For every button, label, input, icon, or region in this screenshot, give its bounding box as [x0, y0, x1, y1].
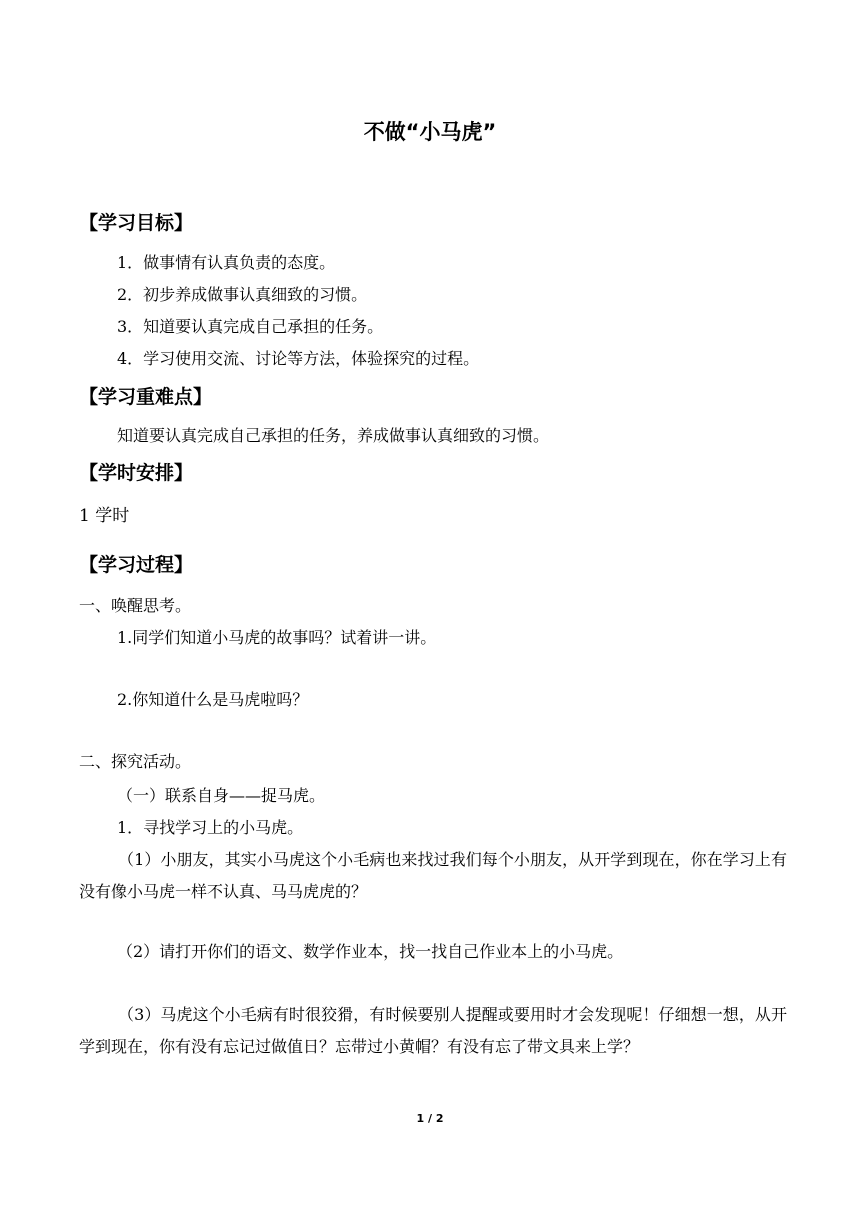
paragraph-1: （1）小朋友，其实小马虎这个小毛病也来找过我们每个小朋友，从开学到现在，你在学习上有没有像小马虎一样不认真、马马虎虎的？ — [79, 850, 787, 901]
goal-item-1: 1．做事情有认真负责的态度。 — [117, 253, 336, 272]
goal-item-3: 3．知道要认真完成自己承担的任务。 — [117, 317, 384, 336]
goal-item-2: 2．初步养成做事认真细致的习惯。 — [117, 285, 368, 304]
activity-item-1: 1．寻找学习上的小马虎。 — [117, 818, 304, 837]
paragraph-2: （2）请打开你们的语文、数学作业本，找一找自己作业本上的小马虎。 — [117, 942, 624, 961]
goal-item-4: 4．学习使用交流、讨论等方法，体验探究的过程。 — [117, 349, 480, 368]
paragraph-3: （3）马虎这个小毛病有时很狡猾，有时候要别人提醒或要用时才会发现呢！仔细想一想，从开学到现在，你有没有忘记过做值日？忘带过小黄帽？有没有忘了带文具来上学？ — [79, 1005, 787, 1056]
schedule-text: 1 学时 — [79, 506, 130, 526]
question-1: 1.同学们知道小马虎的故事吗？试着讲一讲。 — [117, 628, 437, 647]
heading-schedule: 【学时安排】 — [79, 462, 194, 484]
question-2: 2.你知道什么是马虎啦吗？ — [117, 690, 309, 709]
part1-heading: 一、唤醒思考。 — [79, 596, 192, 615]
heading-process: 【学习过程】 — [79, 554, 194, 576]
page-title: 不做“小马虎” — [363, 120, 497, 144]
page-number: 1 / 2 — [416, 1112, 444, 1125]
heading-key-points: 【学习重难点】 — [79, 386, 213, 408]
key-points-text: 知道要认真完成自己承担的任务，养成做事认真细致的习惯。 — [117, 426, 550, 445]
part2-heading: 二、探究活动。 — [79, 752, 192, 771]
heading-goals: 【学习目标】 — [79, 212, 194, 234]
sub-activity-1: （一）联系自身——捉马虎。 — [117, 786, 326, 805]
